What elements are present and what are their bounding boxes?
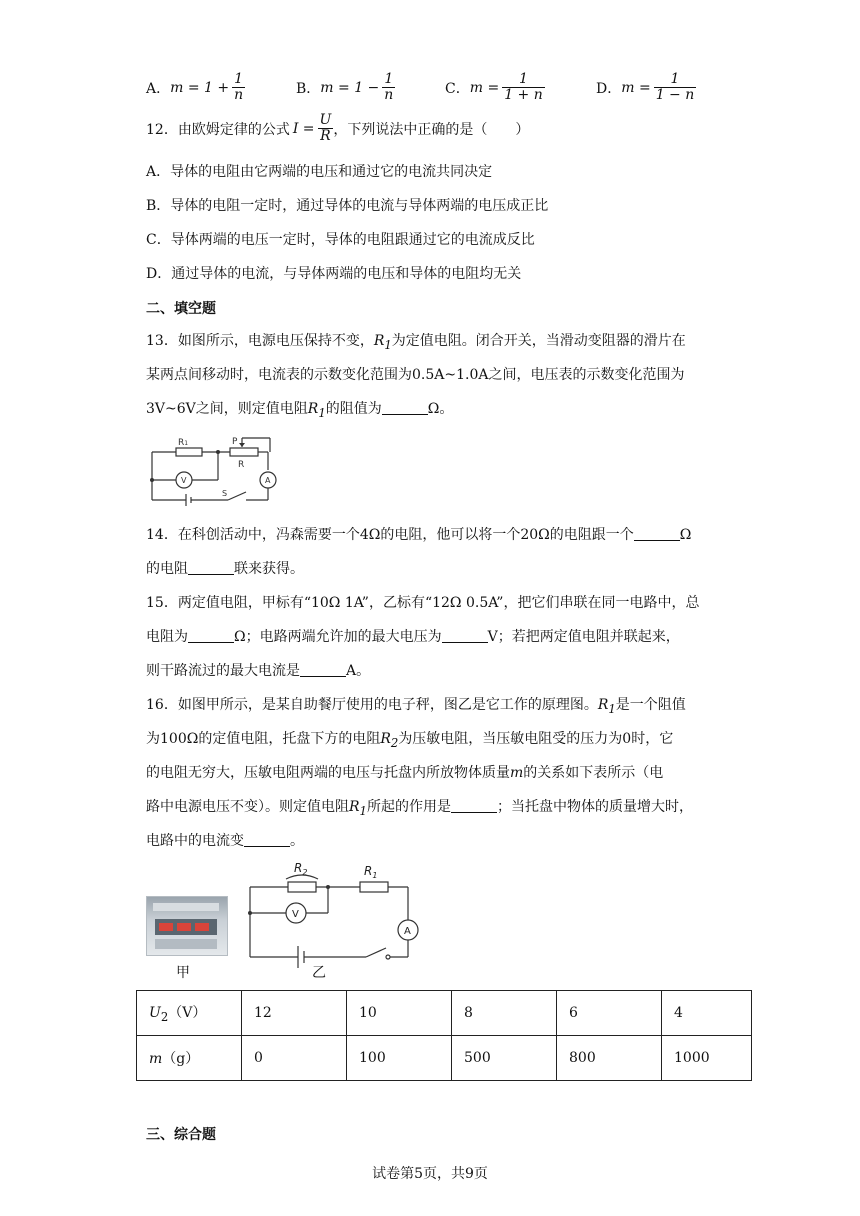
fraction: $\frac{1}{n}$ <box>384 71 394 103</box>
q13-line-2: 某两点间移动时，电流表的示数变化范围为0.5A~1.0A之间，电压表的示数变化范围为 <box>146 367 685 383</box>
ammeter-label: A <box>404 926 411 937</box>
q15-line-1: 15．两定值电阻，甲标有“10Ω 1A”，乙标有“12Ω 0.5A”，把它们串联在同一电路中，总 <box>146 595 700 611</box>
q14-line-1: 14．在科创活动中，冯森需要一个4Ω的电阻，他可以将一个20Ω的电阻跟一个 Ω <box>146 527 692 543</box>
q13-line-3: 3V~6V之间，则定值电阻$R_1$的阻值为 Ω。 <box>146 401 454 420</box>
q16-line-3: 的电阻无穷大，压敏电阻两端的电压与托盘内所放物体质量m的关系如下表所示（电 <box>146 765 664 781</box>
table-cell: 1000 <box>662 1036 752 1081</box>
switch-label: S <box>222 489 228 498</box>
q11-option-d: D． m = $\frac{1}{1 - n}$ <box>596 71 695 103</box>
label-r1: $R_1$ <box>364 864 378 880</box>
q13-line-1: 13．如图所示，电源电压保持不变，$R_1$为定值电阻。闭合开关，当滑动变阻器的滑片在 <box>146 333 686 352</box>
q14-line-2: 的电阻 联来获得。 <box>146 561 304 577</box>
section-title-fill-blank: 二、填空题 <box>146 301 216 317</box>
scale-display <box>155 919 217 935</box>
ammeter-label: A <box>265 476 271 485</box>
q11-option-c: C． m = $\frac{1}{1 + n}$ <box>445 71 543 103</box>
row-header-mass: m（g） <box>137 1036 242 1081</box>
table-cell: 12 <box>242 991 347 1036</box>
voltage-mass-table <box>136 990 752 1081</box>
q12-option-c: C．导体两端的电压一定时，导体的电阻跟通过它的电流成反比 <box>146 232 535 248</box>
answer-blank <box>382 400 428 415</box>
table-row <box>137 1036 752 1081</box>
table-cell: 10 <box>347 991 452 1036</box>
junction-dot <box>248 911 252 915</box>
answer-blank <box>442 628 488 643</box>
q16-line-2: 为100Ω的定值电阻，托盘下方的电阻$R_2$为压敏电阻，当压敏电阻受的压力为0时，它 <box>146 731 674 750</box>
label-r1: R1 <box>178 438 189 448</box>
table-cell: 8 <box>452 991 557 1036</box>
q16-line-1: 16．如图甲所示，是某自助餐厅使用的电子秤，图乙是它工作的原理图。$R_1$是一个阻值 <box>146 697 686 716</box>
voltmeter-label: V <box>292 909 299 920</box>
scale-photo <box>146 896 228 956</box>
q13-circuit-diagram <box>146 434 286 510</box>
q12-option-d: D．通过导体的电流，与导体两端的电压和导体的电阻均无关 <box>146 266 522 282</box>
section-title-comprehensive: 三、综合题 <box>146 1127 216 1143</box>
q11-option-b: B． m = 1 − $\frac{1}{n}$ <box>296 71 394 103</box>
answer-blank <box>188 560 234 575</box>
answer-blank <box>244 832 290 847</box>
answer-blank <box>300 662 346 677</box>
label-r2: $R_2$ <box>294 861 308 877</box>
junction-dot <box>216 450 220 454</box>
q12-option-a: A．导体的电阻由它两端的电压和通过它的电流共同决定 <box>146 164 493 180</box>
page-footer: 试卷第5页，共9页 <box>372 1166 488 1182</box>
figure-label-jia: 甲 <box>176 965 190 981</box>
junction-dot <box>326 885 330 889</box>
voltmeter-label: V <box>181 476 187 485</box>
table-cell: 0 <box>242 1036 347 1081</box>
answer-blank <box>634 526 680 541</box>
table-cell: 800 <box>557 1036 662 1081</box>
q12-stem: 12．由欧姆定律的公式 I = $\frac{U}{R}$ ，下列说法中正确的是（ ） <box>146 112 530 144</box>
table-cell: 4 <box>662 991 752 1036</box>
q12-option-b: B．导体的电阻一定时，通过导体的电流与导体两端的电压成正比 <box>146 198 549 214</box>
fraction: $\frac{1}{1 - n}$ <box>655 71 695 103</box>
q11-option-a: A． m = 1 + $\frac{1}{n}$ <box>146 71 244 103</box>
table-cell: 6 <box>557 991 662 1036</box>
table-row <box>137 991 752 1036</box>
answer-blank <box>451 798 497 813</box>
q15-line-3: 则干路流过的最大电流是 A。 <box>146 663 371 679</box>
q15-line-2: 电阻为 Ω；电路两端允许加的最大电压为 V；若把两定值电阻并联起来， <box>146 629 680 645</box>
scale-tray <box>153 903 219 911</box>
q16-line-4: 路中电源电压不变）。则定值电阻$R_1$所起的作用是 ；当托盘中物体的质量增大时， <box>146 799 693 818</box>
slider-arrow-icon <box>239 443 245 447</box>
q16-circuit-diagram <box>240 856 420 984</box>
formula-fraction: $\frac{U}{R}$ <box>319 112 332 144</box>
table-cell: 500 <box>452 1036 557 1081</box>
answer-blank <box>188 628 234 643</box>
figure-label-yi: 乙 <box>312 965 326 981</box>
row-header-voltage: $U_2(V)$ <box>137 991 242 1036</box>
scale-keypad <box>155 939 217 949</box>
q16-line-5: 电路中的电流变 。 <box>146 833 304 849</box>
label-r: R <box>238 460 245 470</box>
fraction: $\frac{1}{n}$ <box>234 71 244 103</box>
label-p: P <box>232 437 238 447</box>
table-cell: 100 <box>347 1036 452 1081</box>
junction-dot <box>150 478 154 482</box>
fraction: $\frac{1}{1 + n}$ <box>504 71 543 103</box>
